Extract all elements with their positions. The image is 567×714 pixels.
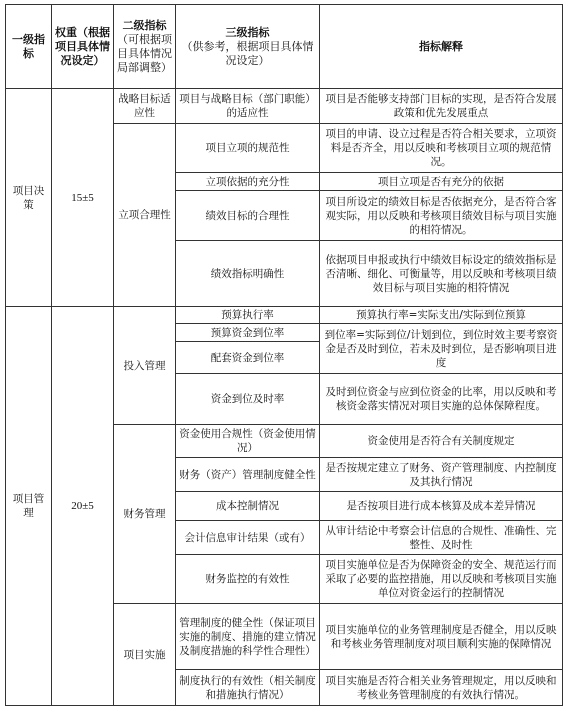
explanation-cell: 依据项目申报或执行中绩效目标设定的绩效指标是否清晰、细化、可衡量等，用以反映和考核项目绩效目标与项目实施的相符情况 [320,241,563,307]
level2-cell: 战略目标适应性 [114,89,176,124]
level2-cell: 立项合理性 [114,124,176,307]
weight-cell: 20±5 [52,307,114,706]
level3-cell: 财务（资产）管理制度健全性 [176,458,320,492]
explanation-cell: 及时到位资金与应到位资金的比率，用以反映和考核资金落实情况对项目实施的总体保障程度。 [320,374,563,425]
level3-cell: 立项依据的充分性 [176,173,320,191]
explanation-cell: 预算执行率=实际支出/实际到位预算 [320,307,563,324]
table-row [6,89,563,124]
level3-cell: 资金使用合规性（资金使用情况） [176,425,320,458]
level3-cell: 预算资金到位率 [176,324,320,342]
table-row [6,307,563,324]
explanation-cell: 项目立项是否有充分的依据 [320,173,563,191]
header-level2 [114,5,176,89]
explanation-cell: 项目实施是否符合相关业务管理规定，用以反映和考核业务管理制度的有效执行情况。 [320,670,563,706]
level3-cell: 资金到位及时率 [176,374,320,425]
explanation-cell: 是否按项目进行成本核算及成本差异情况 [320,492,563,521]
level2-cell: 投入管理 [114,307,176,425]
level3-cell: 项目与战略目标（部门职能）的适应性 [176,89,320,124]
table-wrapper [5,4,563,706]
level3-cell: 管理制度的健全性（保证项目实施的制度、措施的建立情况及制度措施的科学性合理性） [176,604,320,670]
level1-cell: 项目管理 [6,307,52,706]
level3-cell: 绩效指标明确性 [176,241,320,307]
level2-cell: 项目实施 [114,604,176,706]
header-explanation: 指标解释 [320,5,563,89]
header-row [6,5,563,89]
explanation-cell: 资金使用是否符合有关制度规定 [320,425,563,458]
header-level2-sub: （可根据项目具体情况局部调整） [117,32,172,74]
header-level3-title: 三级指标 [225,25,270,39]
level3-cell: 绩效目标的合理性 [176,191,320,241]
level3-cell: 配套资金到位率 [176,342,320,374]
indicator-table [5,4,563,706]
level2-cell: 财务管理 [114,425,176,604]
explanation-cell: 项目实施单位的业务管理制度是否健全，用以反映和考核业务管理制度对项目顺利实施的保障情况 [320,604,563,670]
header-level1: 一级指标 [6,5,52,89]
header-level3-sub: （供参考，根据项目具体情况设定） [181,39,314,67]
header-level3 [176,5,320,89]
level3-cell: 项目立项的规范性 [176,124,320,173]
weight-cell: 15±5 [52,89,114,307]
header-level2-title: 二级指标 [122,18,167,32]
level1-cell: 项目决策 [6,89,52,307]
level3-cell: 财务监控的有效性 [176,555,320,604]
level3-cell: 制度执行的有效性（相关制度和措施执行情况） [176,670,320,706]
level3-cell: 成本控制情况 [176,492,320,521]
level3-cell: 会计信息审计结果（或有） [176,521,320,555]
explanation-cell: 项目的申请、设立过程是否符合相关要求，立项资料是否齐全，用以反映和考核项目立项的规范情况。 [320,124,563,173]
explanation-cell: 到位率=实际到位/计划到位，到位时效主要考察资金是否及时到位，若未及时到位，是否影响项目进度 [320,324,563,374]
explanation-cell: 项目实施单位是否为保障资金的安全、规范运行而采取了必要的监控措施，用以反映和考核项目实施单位对资金运行的控制情况 [320,555,563,604]
header-weight: 权重（根据项目具体情况设定） [52,5,114,89]
explanation-cell: 项目是否能够支持部门目标的实现，是否符合发展政策和优先发展重点 [320,89,563,124]
explanation-cell: 项目所设定的绩效目标是否依据充分，是否符合客观实际，用以反映和考核项目绩效目标与项目实施的相符情况。 [320,191,563,241]
level3-cell: 预算执行率 [176,307,320,324]
explanation-cell: 是否按规定建立了财务、资产管理制度、内控制度及其执行情况 [320,458,563,492]
explanation-cell: 从审计结论中考察会计信息的合规性、准确性、完整性、及时性 [320,521,563,555]
